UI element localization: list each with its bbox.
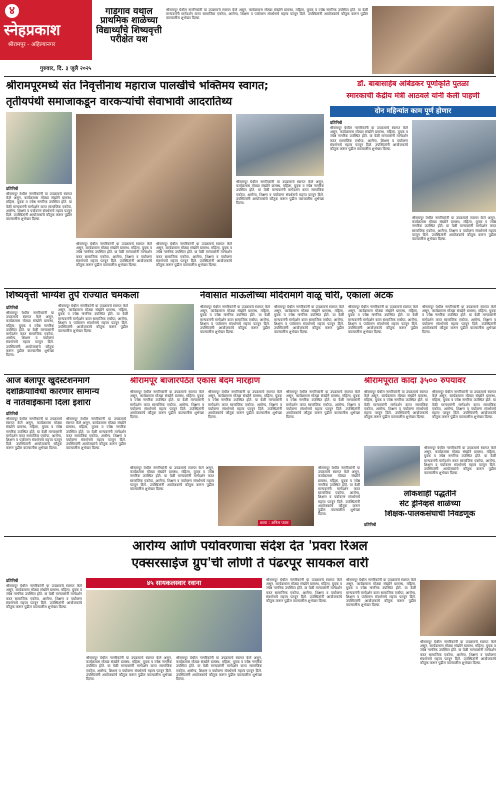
school-headline-1: लोकशाही पद्धतीने: [403, 490, 457, 498]
market-headline: श्रीरामपूर बाजारपेठेत एकास बेदम मारहाण: [130, 377, 261, 386]
masthead-subtitle: श्रीरामपूर - अहिल्यानगर: [8, 42, 56, 48]
bottom-photo-2: [420, 580, 496, 636]
bottom-photo: [86, 590, 262, 652]
market-text-1: श्रीरामपूर येथील नागरिकांनी या उपक्रमाचे स्वागत केले असून, कार्यक्रमास मोठ्या संख्येने ग्रामस्थ, महिला, युवक व ज्येष्ठ नागरिक उपस्थित होते. या वेळी मान्यवरांनी मार्गदर्शन करत सामाजिक एकोपा, आरोग्य, शिक्षण व पर्यावरण संवर्धनाचे महत्त्व पटवून दिले. उपस्थितांनी आयोजकांचे कौतुक करून पुढील वाटचालीस शुभेच्छा दिल्या.: [130, 390, 204, 420]
lead-headline-2: तृतीयपंथी समाजाकडून वारकऱ्यांची सेवाभावी आदरातिथ्य: [6, 96, 233, 108]
lead-dateline: प्रतिनिधी: [6, 186, 19, 191]
scholarship-text: श्रीरामपूर येथील नागरिकांनी या उपक्रमाचे स्वागत केले असून, कार्यक्रमास मोठ्या संख्येने ग्रामस्थ, महिला, युवक व ज्येष्ठ नागरिक उपस्थित होते. या वेळी मान्यवरांनी मार्गदर्शन करत सामाजिक एकोपा, आरोग्य, शिक्षण व पर्यावरण संवर्धनाचे महत्त्व पटवून दिले. उपस्थितांनी आयोजकांचे कौतुक करून पुढील वाटचालीस शुभेच्छा दिल्या.: [6, 311, 54, 358]
bullet-text-1: श्रीरामपूर येथील नागरिकांनी या उपक्रमाचे स्वागत केले असून, कार्यक्रमास मोठ्या संख्येने ग्रामस्थ, महिला, युवक व ज्येष्ठ नागरिक उपस्थित होते. या वेळी मान्यवरांनी मार्गदर्शन करत सामाजिक एकोपा, आरोग्य, शिक्षण व पर्यावरण संवर्धनाचे महत्त्व पटवून दिले. उपस्थितांनी आयोजकांचे कौतुक करून पुढील वाटचालीस शुभेच्छा दिल्या.: [6, 417, 62, 451]
onion-headline: श्रीरामपूरात कांदा ३५०० रुपयांवर: [364, 377, 466, 386]
market-text-4: श्रीरामपूर येथील नागरिकांनी या उपक्रमाचे स्वागत केले असून, कार्यक्रमास मोठ्या संख्येने ग्रामस्थ, महिला, युवक व ज्येष्ठ नागरिक उपस्थित होते. या वेळी मान्यवरांनी मार्गदर्शन करत सामाजिक एकोपा, आरोग्य, शिक्षण व पर्यावरण संवर्धनाचे महत्त्व पटवून दिले. उपस्थितांनी आयोजकांचे कौतुक करून पुढील वाटचालीस शुभेच्छा दिल्या.: [130, 466, 214, 492]
temple-headline: नेवासात माऊलींच्या मंदिरामागे वाळू चोरी, एकाला अटक: [200, 291, 394, 301]
school-headline-3: शिक्षक-पालकसंघाची निवडणूक: [384, 510, 476, 518]
top-story-photo: [372, 6, 494, 74]
bottom-headline-1: आरोग्य आणि पर्यावरणाचा संदेश देत 'प्रवरा रिअल: [132, 540, 368, 554]
market-photo: [218, 466, 314, 526]
lead-headline-1: श्रीरामपूरमध्ये संत निवृत्तीनाथ महाराज पालखीचे भक्तिमय स्वागत;: [6, 80, 269, 92]
market-text-3: श्रीरामपूर येथील नागरिकांनी या उपक्रमाचे स्वागत केले असून, कार्यक्रमास मोठ्या संख्येने ग्रामस्थ, महिला, युवक व ज्येष्ठ नागरिक उपस्थित होते. या वेळी मान्यवरांनी मार्गदर्शन करत सामाजिक एकोपा, आरोग्य, शिक्षण व पर्यावरण संवर्धनाचे महत्त्व पटवून दिले. उपस्थितांनी आयोजकांचे कौतुक करून पुढील वाटचालीस शुभेच्छा दिल्या.: [286, 390, 360, 420]
bullet-text-2: श्रीरामपूर येथील नागरिकांनी या उपक्रमाचे स्वागत केले असून, कार्यक्रमास मोठ्या संख्येने ग्रामस्थ, महिला, युवक व ज्येष्ठ नागरिक उपस्थित होते. या वेळी मान्यवरांनी मार्गदर्शन करत सामाजिक एकोपा, आरोग्य, शिक्षण व पर्यावरण संवर्धनाचे महत्त्व पटवून दिले. उपस्थितांनी आयोजकांचे कौतुक करून पुढील वाटचालीस शुभेच्छा दिल्या.: [66, 417, 126, 451]
bottom-text-3: श्रीरामपूर येथील नागरिकांनी या उपक्रमाचे स्वागत केले असून, कार्यक्रमास मोठ्या संख्येने ग्रामस्थ, महिला, युवक व ज्येष्ठ नागरिक उपस्थित होते. या वेळी मान्यवरांनी मार्गदर्शन करत सामाजिक एकोपा, आरोग्य, शिक्षण व पर्यावरण संवर्धनाचे महत्त्व पटवून दिले. उपस्थितांनी आयोजकांचे कौतुक करून पुढील वाटचालीस शुभेच्छा दिल्या.: [176, 656, 262, 682]
scholarship-text-2: श्रीरामपूर येथील नागरिकांनी या उपक्रमाचे स्वागत केले असून, कार्यक्रमास मोठ्या संख्येने ग्रामस्थ, महिला, युवक व ज्येष्ठ नागरिक उपस्थित होते. या वेळी मान्यवरांनी मार्गदर्शन करत सामाजिक एकोपा, आरोग्य, शिक्षण व पर्यावरण संवर्धनाचे महत्त्व पटवून दिले. उपस्थितांनी आयोजकांचे कौतुक करून पुढील वाटचालीस शुभेच्छा दिल्या.: [58, 304, 128, 334]
bottom-text-4: श्रीरामपूर येथील नागरिकांनी या उपक्रमाचे स्वागत केले असून, कार्यक्रमास मोठ्या संख्येने ग्रामस्थ, महिला, युवक व ज्येष्ठ नागरिक उपस्थित होते. या वेळी मान्यवरांनी मार्गदर्शन करत सामाजिक एकोपा, आरोग्य, शिक्षण व पर्यावरण संवर्धनाचे महत्त्व पटवून दिले. उपस्थितांनी आयोजकांचे कौतुक करून पुढील वाटचालीस शुभेच्छा दिल्या.: [266, 578, 342, 604]
edition-date: गुरुवार, दि. ३ जुलै २०२५: [40, 66, 92, 72]
lead-text-col4: श्रीरामपूर येथील नागरिकांनी या उपक्रमाचे स्वागत केले असून, कार्यक्रमास मोठ्या संख्येने ग्रामस्थ, महिला, युवक व ज्येष्ठ नागरिक उपस्थित होते. या वेळी मान्यवरांनी मार्गदर्शन करत सामाजिक एकोपा, आरोग्य, शिक्षण व पर्यावरण संवर्धनाचे महत्त्व पटवून दिले. उपस्थितांनी आयोजकांचे कौतुक करून पुढील वाटचालीस शुभेच्छा दिल्या.: [236, 180, 324, 206]
ambedkar-headline-1: डॉ. बाबासाहेब आंबेडकर पूर्णाकृति पुतळा: [357, 80, 469, 88]
temple-text-3: श्रीरामपूर येथील नागरिकांनी या उपक्रमाचे स्वागत केले असून, कार्यक्रमास मोठ्या संख्येने ग्रामस्थ, महिला, युवक व ज्येष्ठ नागरिक उपस्थित होते. या वेळी मान्यवरांनी मार्गदर्शन करत सामाजिक एकोपा, आरोग्य, शिक्षण व पर्यावरण संवर्धनाचे महत्त्व पटवून दिले. उपस्थितांनी आयोजकांचे कौतुक करून पुढील वाटचालीस शुभेच्छा दिल्या.: [348, 305, 418, 335]
lead-photo-3: [236, 114, 324, 176]
ambedkar-text-2: श्रीरामपूर येथील नागरिकांनी या उपक्रमाचे स्वागत केले असून, कार्यक्रमास मोठ्या संख्येने ग्रामस्थ, महिला, युवक व ज्येष्ठ नागरिक उपस्थित होते. या वेळी मान्यवरांनी मार्गदर्शन करत सामाजिक एकोपा, आरोग्य, शिक्षण व पर्यावरण संवर्धनाचे महत्त्व पटवून दिले. उपस्थितांनी आयोजकांचे कौतुक करून पुढील वाटचालीस शुभेच्छा दिल्या.: [412, 216, 496, 242]
bullet-headline-3: व नातेवाईकांनी दिला इशारा: [6, 399, 91, 408]
ambedkar-photo: [412, 120, 496, 212]
ambedkar-text-1: श्रीरामपूर येथील नागरिकांनी या उपक्रमाचे स्वागत केले असून, कार्यक्रमास मोठ्या संख्येने ग्रामस्थ, महिला, युवक व ज्येष्ठ नागरिक उपस्थित होते. या वेळी मान्यवरांनी मार्गदर्शन करत सामाजिक एकोपा, आरोग्य, शिक्षण व पर्यावरण संवर्धनाचे महत्त्व पटवून दिले. उपस्थितांनी आयोजकांचे कौतुक करून पुढील वाटचालीस शुभेच्छा दिल्या.: [330, 126, 408, 152]
market-text-5: श्रीरामपूर येथील नागरिकांनी या उपक्रमाचे स्वागत केले असून, कार्यक्रमास मोठ्या संख्येने ग्रामस्थ, महिला, युवक व ज्येष्ठ नागरिक उपस्थित होते. या वेळी मान्यवरांनी मार्गदर्शन करत सामाजिक एकोपा, आरोग्य, शिक्षण व पर्यावरण संवर्धनाचे महत्त्व पटवून दिले. उपस्थितांनी आयोजकांचे कौतुक करून पुढील वाटचालीस शुभेच्छा दिल्या.: [318, 466, 360, 517]
market-text-2: श्रीरामपूर येथील नागरिकांनी या उपक्रमाचे स्वागत केले असून, कार्यक्रमास मोठ्या संख्येने ग्रामस्थ, महिला, युवक व ज्येष्ठ नागरिक उपस्थित होते. या वेळी मान्यवरांनी मार्गदर्शन करत सामाजिक एकोपा, आरोग्य, शिक्षण व पर्यावरण संवर्धनाचे महत्त्व पटवून दिले. उपस्थितांनी आयोजकांचे कौतुक करून पुढील वाटचालीस शुभेच्छा दिल्या.: [208, 390, 282, 420]
school-headline-2: सेंट ड्रेनिव्हर्स शाळेच्या: [399, 500, 461, 508]
ambedkar-dateline: प्रतिनिधी: [330, 120, 343, 125]
scholarship-headline: शिष्यवृत्ती भाग्येश तुपे राज्यात चमकला: [6, 291, 140, 301]
bottom-text-5: श्रीरामपूर येथील नागरिकांनी या उपक्रमाचे स्वागत केले असून, कार्यक्रमास मोठ्या संख्येने ग्रामस्थ, महिला, युवक व ज्येष्ठ नागरिक उपस्थित होते. या वेळी मान्यवरांनी मार्गदर्शन करत सामाजिक एकोपा, आरोग्य, शिक्षण व पर्यावरण संवर्धनाचे महत्त्व पटवून दिले. उपस्थितांनी आयोजकांचे कौतुक करून पुढील वाटचालीस शुभेच्छा दिल्या.: [346, 578, 416, 608]
lead-photo-2: [76, 114, 232, 238]
lead-text-col2: श्रीरामपूर येथील नागरिकांनी या उपक्रमाचे स्वागत केले असून, कार्यक्रमास मोठ्या संख्येने ग्रामस्थ, महिला, युवक व ज्येष्ठ नागरिक उपस्थित होते. या वेळी मान्यवरांनी मार्गदर्शन करत सामाजिक एकोपा, आरोग्य, शिक्षण व पर्यावरण संवर्धनाचे महत्त्व पटवून दिले. उपस्थितांनी आयोजकांचे कौतुक करून पुढील वाटचालीस शुभेच्छा दिल्या.: [76, 242, 152, 268]
bottom-text-2: श्रीरामपूर येथील नागरिकांनी या उपक्रमाचे स्वागत केले असून, कार्यक्रमास मोठ्या संख्येने ग्रामस्थ, महिला, युवक व ज्येष्ठ नागरिक उपस्थित होते. या वेळी मान्यवरांनी मार्गदर्शन करत सामाजिक एकोपा, आरोग्य, शिक्षण व पर्यावरण संवर्धनाचे महत्त्व पटवून दिले. उपस्थितांनी आयोजकांचे कौतुक करून पुढील वाटचालीस शुभेच्छा दिल्या.: [86, 656, 172, 682]
page-number: ४: [5, 4, 19, 18]
top-story-headline: गोंडेगाव येथील प्राथमिक शाळेच्या विद्यार्थ्यांचे शिष्यवृत्ती परीक्षेत यश: [96, 8, 162, 46]
bottom-headline-2: एक्सरसाईज ग्रुप'ची लोणी ते पंढरपूर सायकल वारी: [131, 557, 369, 571]
lead-photo-1: [6, 112, 72, 184]
bottom-banner: ४५ सायकलस्वार रवाना: [86, 578, 262, 588]
lead-text-col1: श्रीरामपूर येथील नागरिकांनी या उपक्रमाचे स्वागत केले असून, कार्यक्रमास मोठ्या संख्येने ग्रामस्थ, महिला, युवक व ज्येष्ठ नागरिक उपस्थित होते. या वेळी मान्यवरांनी मार्गदर्शन करत सामाजिक एकोपा, आरोग्य, शिक्षण व पर्यावरण संवर्धनाचे महत्त्व पटवून दिले. उपस्थितांनी आयोजकांचे कौतुक करून पुढील वाटचालीस शुभेच्छा दिल्या.: [6, 192, 72, 222]
onion-text-3: श्रीरामपूर येथील नागरिकांनी या उपक्रमाचे स्वागत केले असून, कार्यक्रमास मोठ्या संख्येने ग्रामस्थ, महिला, युवक व ज्येष्ठ नागरिक उपस्थित होते. या वेळी मान्यवरांनी मार्गदर्शन करत सामाजिक एकोपा, आरोग्य, शिक्षण व पर्यावरण संवर्धनाचे महत्त्व पटवून दिले. उपस्थितांनी आयोजकांचे कौतुक करून पुढील वाटचालीस शुभेच्छा दिल्या.: [424, 446, 496, 476]
onion-photo: [364, 446, 420, 486]
scholarship-photo: [134, 304, 194, 370]
ambedkar-headline-2: स्मारकाची केंद्रीय मंत्री आठवले यांनी केली पाहणी: [346, 92, 480, 100]
scholarship-dateline: प्रतिनिधी: [6, 305, 19, 310]
ambedkar-banner: दोन महिन्यांत काम पूर्ण होणार: [330, 106, 496, 117]
bullet-dateline: प्रतिनिधी: [6, 411, 19, 416]
onion-text-2: श्रीरामपूर येथील नागरिकांनी या उपक्रमाचे स्वागत केले असून, कार्यक्रमास मोठ्या संख्येने ग्रामस्थ, महिला, युवक व ज्येष्ठ नागरिक उपस्थित होते. या वेळी मान्यवरांनी मार्गदर्शन करत सामाजिक एकोपा, आरोग्य, शिक्षण व पर्यावरण संवर्धनाचे महत्त्व पटवून दिले. उपस्थितांनी आयोजकांचे कौतुक करून पुढील वाटचालीस शुभेच्छा दिल्या.: [432, 390, 496, 420]
temple-text-2: श्रीरामपूर येथील नागरिकांनी या उपक्रमाचे स्वागत केले असून, कार्यक्रमास मोठ्या संख्येने ग्रामस्थ, महिला, युवक व ज्येष्ठ नागरिक उपस्थित होते. या वेळी मान्यवरांनी मार्गदर्शन करत सामाजिक एकोपा, आरोग्य, शिक्षण व पर्यावरण संवर्धनाचे महत्त्व पटवून दिले. उपस्थितांनी आयोजकांचे कौतुक करून पुढील वाटचालीस शुभेच्छा दिल्या.: [274, 305, 344, 335]
masthead: [0, 0, 92, 60]
lead-text-col3: श्रीरामपूर येथील नागरिकांनी या उपक्रमाचे स्वागत केले असून, कार्यक्रमास मोठ्या संख्येने ग्रामस्थ, महिला, युवक व ज्येष्ठ नागरिक उपस्थित होते. या वेळी मान्यवरांनी मार्गदर्शन करत सामाजिक एकोपा, आरोग्य, शिक्षण व पर्यावरण संवर्धनाचे महत्त्व पटवून दिले. उपस्थितांनी आयोजकांचे कौतुक करून पुढील वाटचालीस शुभेच्छा दिल्या.: [156, 242, 232, 268]
temple-text-1: श्रीरामपूर येथील नागरिकांनी या उपक्रमाचे स्वागत केले असून, कार्यक्रमास मोठ्या संख्येने ग्रामस्थ, महिला, युवक व ज्येष्ठ नागरिक उपस्थित होते. या वेळी मान्यवरांनी मार्गदर्शन करत सामाजिक एकोपा, आरोग्य, शिक्षण व पर्यावरण संवर्धनाचे महत्त्व पटवून दिले. उपस्थितांनी आयोजकांचे कौतुक करून पुढील वाटचालीस शुभेच्छा दिल्या.: [200, 305, 270, 335]
bullet-headline-1: आज बेलापूर खुर्दस्टेशनमार्गे: [6, 377, 90, 386]
market-photo-caption: छाया : अनिल पवार: [260, 520, 289, 525]
bottom-text-6: श्रीरामपूर येथील नागरिकांनी या उपक्रमाचे स्वागत केले असून, कार्यक्रमास मोठ्या संख्येने ग्रामस्थ, महिला, युवक व ज्येष्ठ नागरिक उपस्थित होते. या वेळी मान्यवरांनी मार्गदर्शन करत सामाजिक एकोपा, आरोग्य, शिक्षण व पर्यावरण संवर्धनाचे महत्त्व पटवून दिले. उपस्थितांनी आयोजकांचे कौतुक करून पुढील वाटचालीस शुभेच्छा दिल्या.: [420, 640, 496, 666]
school-dateline: प्रतिनिधी: [364, 522, 377, 527]
bottom-text-1: श्रीरामपूर येथील नागरिकांनी या उपक्रमाचे स्वागत केले असून, कार्यक्रमास मोठ्या संख्येने ग्रामस्थ, महिला, युवक व ज्येष्ठ नागरिक उपस्थित होते. या वेळी मान्यवरांनी मार्गदर्शन करत सामाजिक एकोपा, आरोग्य, शिक्षण व पर्यावरण संवर्धनाचे महत्त्व पटवून दिले. उपस्थितांनी आयोजकांचे कौतुक करून पुढील वाटचालीस शुभेच्छा दिल्या.: [6, 584, 82, 610]
masthead-title: स्नेहप्रकाश: [4, 21, 61, 39]
temple-text-4: श्रीरामपूर येथील नागरिकांनी या उपक्रमाचे स्वागत केले असून, कार्यक्रमास मोठ्या संख्येने ग्रामस्थ, महिला, युवक व ज्येष्ठ नागरिक उपस्थित होते. या वेळी मान्यवरांनी मार्गदर्शन करत सामाजिक एकोपा, आरोग्य, शिक्षण व पर्यावरण संवर्धनाचे महत्त्व पटवून दिले. उपस्थितांनी आयोजकांचे कौतुक करून पुढील वाटचालीस शुभेच्छा दिल्या.: [422, 305, 496, 335]
bottom-dateline: प्रतिनिधी: [6, 578, 19, 583]
top-story-text: श्रीरामपूर येथील नागरिकांनी या उपक्रमाचे स्वागत केले असून, कार्यक्रमास मोठ्या संख्येने ग्रामस्थ, महिला, युवक व ज्येष्ठ नागरिक उपस्थित होते. या वेळी मान्यवरांनी मार्गदर्शन करत सामाजिक एकोपा, आरोग्य, शिक्षण व पर्यावरण संवर्धनाचे महत्त्व पटवून दिले. उपस्थितांनी आयोजकांचे कौतुक करून पुढील वाटचालीस शुभेच्छा दिल्या.: [166, 8, 368, 21]
bullet-headline-2: दशक्रियाविधी कारणार सामान्य: [6, 388, 100, 397]
onion-text-1: श्रीरामपूर येथील नागरिकांनी या उपक्रमाचे स्वागत केले असून, कार्यक्रमास मोठ्या संख्येने ग्रामस्थ, महिला, युवक व ज्येष्ठ नागरिक उपस्थित होते. या वेळी मान्यवरांनी मार्गदर्शन करत सामाजिक एकोपा, आरोग्य, शिक्षण व पर्यावरण संवर्धनाचे महत्त्व पटवून दिले. उपस्थितांनी आयोजकांचे कौतुक करून पुढील वाटचालीस शुभेच्छा दिल्या.: [364, 390, 428, 420]
